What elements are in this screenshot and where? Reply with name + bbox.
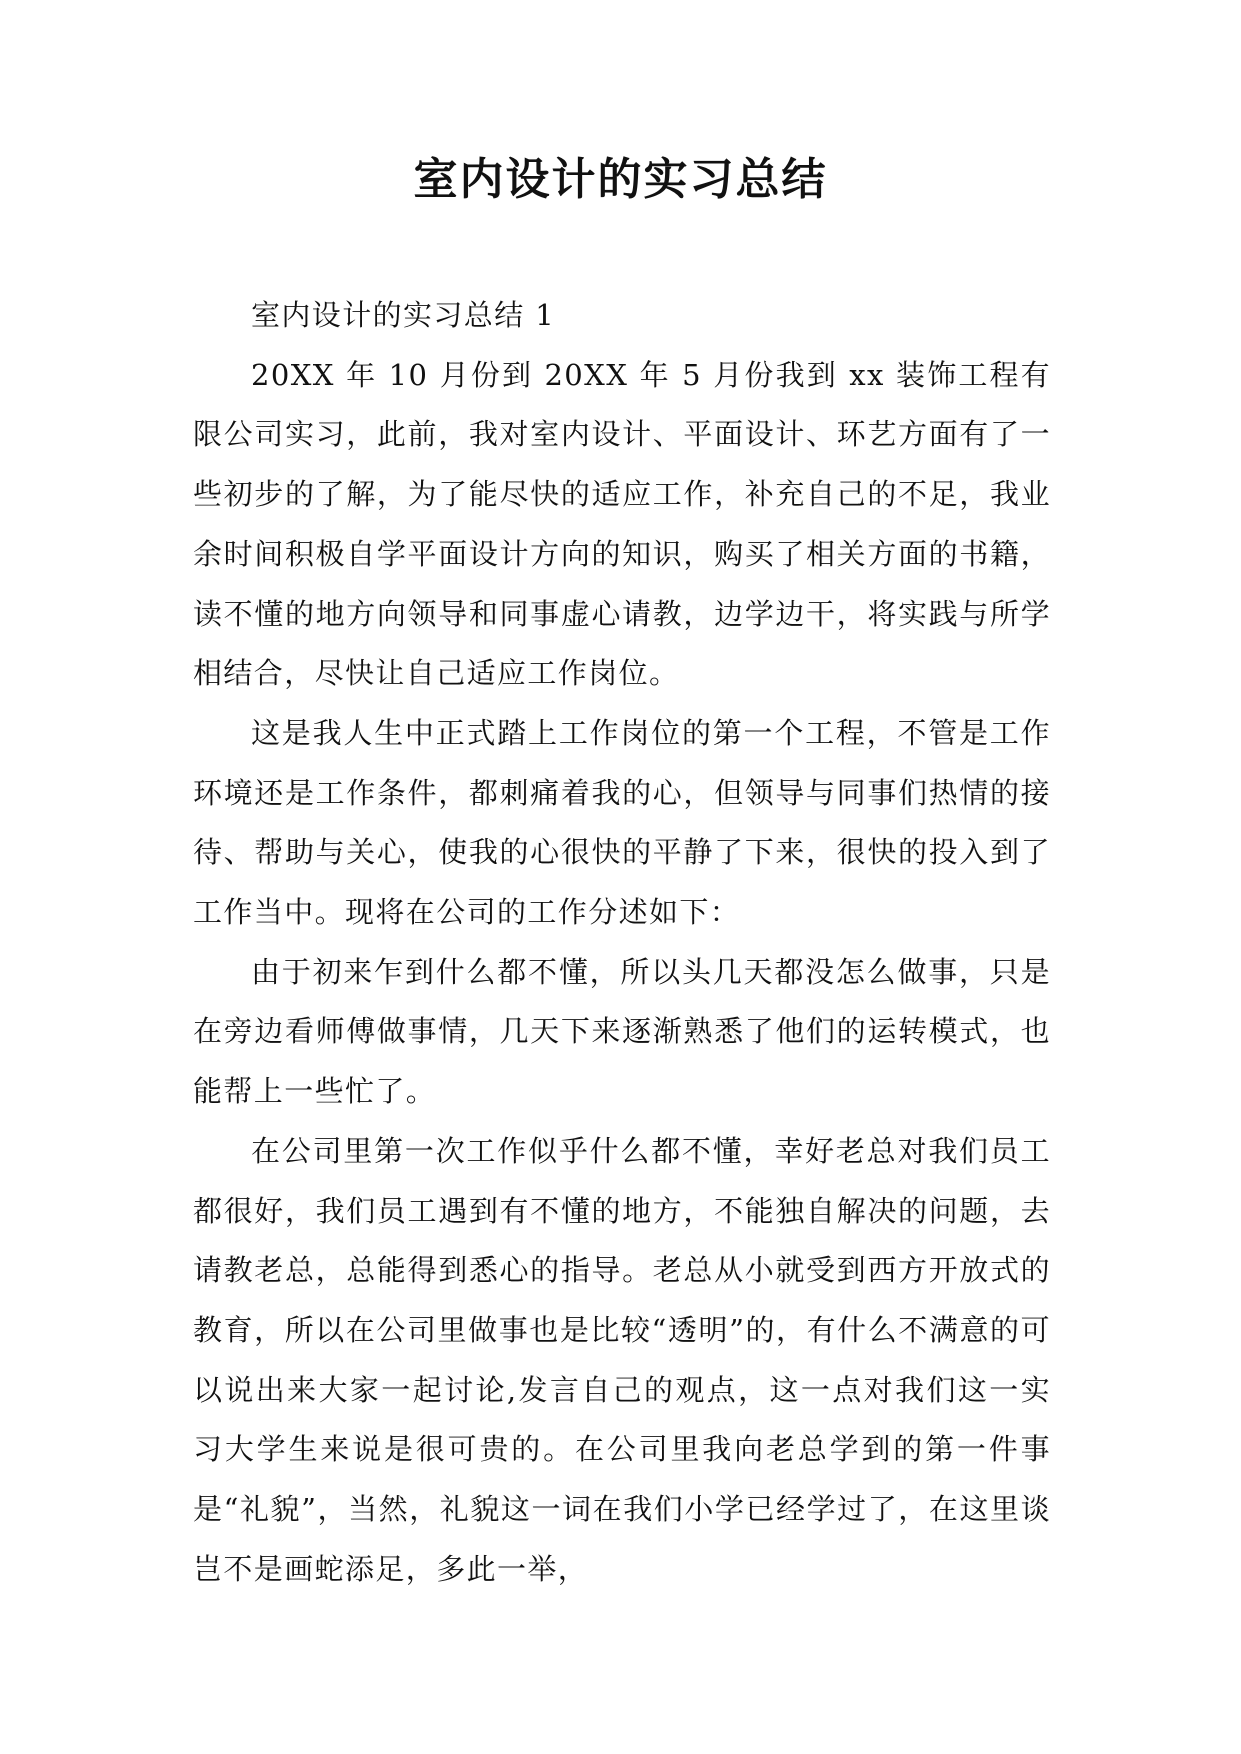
document-title: 室内设计的实习总结 [413, 154, 828, 205]
paragraph-2: 这是我人生中正式踏上工作岗位的第一个工程，不管是工作环境还是工作条件，都刺痛着我的心，但领导与同事们热情的接待、帮助与关心，使我的心很快的平静了下来，很快的投入到了工作当中。现将在公司的工作分述如下： [193, 715, 1051, 930]
document-body [193, 286, 1051, 1599]
paragraph-3: 由于初来乍到什么都不懂，所以头几天都没怎么做事，只是在旁边看师傅做事情，几天下来逐渐熟悉了他们的运转模式，也能帮上一些忙了。 [193, 954, 1051, 1109]
paragraph-4: 在公司里第一次工作似乎什么都不懂，幸好老总对我们员工都很好，我们员工遇到有不懂的地方，不能独自解决的问题，去请教老总，总能得到悉心的指导。老总从小就受到西方开放式的教育，所以在公司里做事也是比较“透明”的，有什么不满意的可以说出来大家一起讨论,发言自己的观点，这一点对我们这一实习大学生来说是很可贵的。在公司里我向老总学到的第一件事是“礼貌”，当然，礼貌这一词在我们小学已经学过了，在这里谈岂不是画蛇添足，多此一举， [193, 1133, 1051, 1586]
paragraph-1: 20XX 年 10 月份到 20XX 年 5 月份我到 xx 装饰工程有限公司实习，此前，我对室内设计、平面设计、环艺方面有了一些初步的了解，为了能尽快的适应工作，补充自己的不足，我业余时间积极自学平面设计方向的知识，购买了相关方面的书籍，读不懂的地方向领导和同事虚心请教，边学边干，将实践与所学相结合，尽快让自己适应工作岗位。 [193, 357, 1051, 691]
section-heading: 室内设计的实习总结 1 [251, 298, 556, 332]
